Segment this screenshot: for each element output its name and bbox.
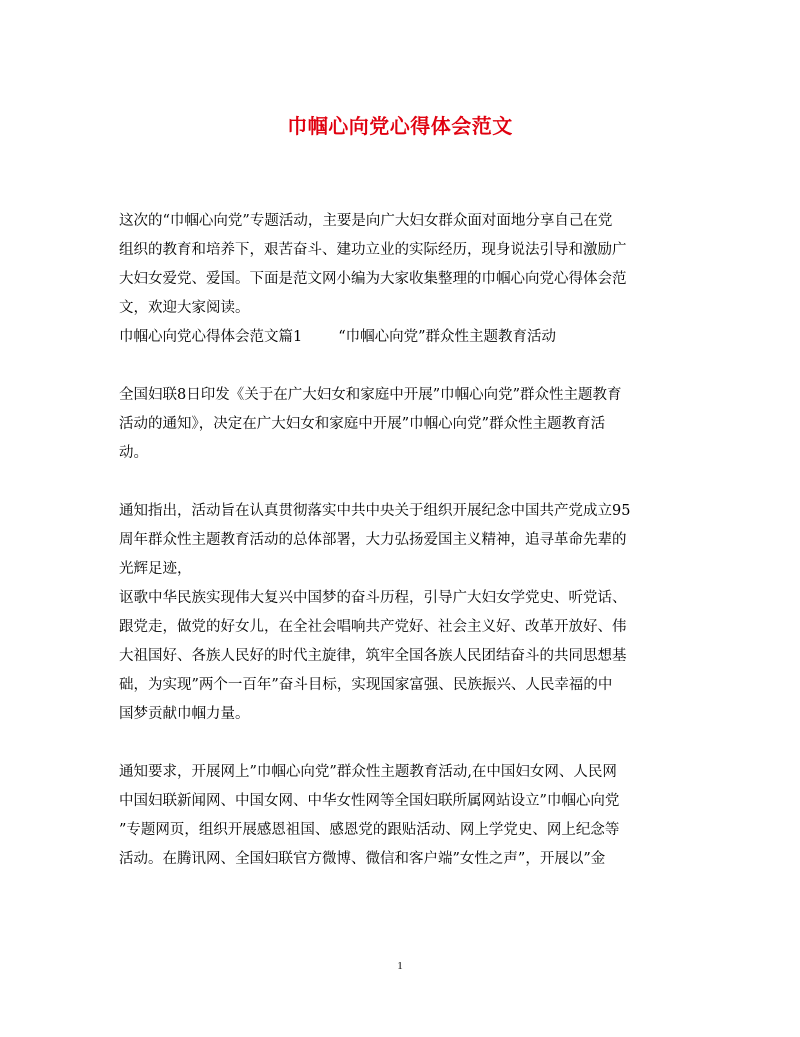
section-heading-line (119, 323, 684, 352)
text-line: ”专题网页，组织开展感恩祖国、感恩党的跟贴活动、网上学党史、网上纪念等 (119, 822, 620, 838)
page-number: 1 (397, 960, 403, 972)
text-line: 跟党走，做党的好女儿，在全社会唱响共产党好、社会主义好、改革开放好、伟 (119, 619, 627, 635)
text-line: 础，为实现”两个一百年”奋斗目标，实现国家富强、民族振兴、人民幸福的中 (119, 677, 613, 693)
text-line: 通知要求，开展网上”巾帼心向党”群众性主题教育活动,在中国妇女网、人民网 (119, 764, 617, 780)
text-line: 光辉足迹， (119, 561, 192, 577)
document-title: 巾帼心向党心得体会范文 (287, 114, 513, 138)
section-heading-right: “巾帼心向党”群众性主题教育活动 (338, 329, 557, 345)
text-line: 国梦贡献巾帼力量。 (119, 706, 250, 722)
text-line: 大祖国好、各族人民好的时代主旋律，筑牢全国各族人民团结奋斗的共同思想基 (119, 648, 627, 664)
text-line: 周年群众性主题教育活动的总体部署，大力弘扬爱国主义精神，追寻革命先辈的 (119, 532, 627, 548)
text-line: 通知指出，活动旨在认真贯彻落实中共中央关于组织开展纪念中国共产党成立95 (119, 503, 631, 519)
text-line: 讴歌中华民族实现伟大复兴中国梦的奋斗历程，引导广大妇女学党史、听党话、 (119, 590, 627, 606)
section-heading-left: 巾帼心向党心得体会范文篇1 (119, 329, 303, 345)
text-line: 这次的“巾帼心向党”专题活动，主要是向广大妇女群众面对面地分享自己在党 (119, 213, 613, 229)
text-line: 动。 (119, 445, 148, 461)
text-line: 中国妇联新闻网、中国女网、中华女性网等全国妇联所属网站设立”巾帼心向党 (119, 793, 620, 809)
document-body (119, 207, 684, 874)
text-line: 活动。在腾讯网、全国妇联官方微博、微信和客户端”女性之声”，开展以”金 (119, 851, 606, 867)
text-line: 全国妇联8日印发《关于在广大妇女和家庭中开展”巾帼心向党”群众性主题教育 (119, 387, 622, 403)
text-line: 文，欢迎大家阅读。 (119, 300, 250, 316)
text-line: 组织的教育和培养下，艰苦奋斗、建功立业的实际经历，现身说法引导和激励广 (119, 242, 627, 258)
text-line: 大妇女爱党、爱国。下面是范文网小编为大家收集整理的巾帼心向党心得体会范 (119, 271, 627, 287)
text-line: 活动的通知》，决定在广大妇女和家庭中开展”巾帼心向党”群众性主题教育活 (119, 416, 606, 432)
